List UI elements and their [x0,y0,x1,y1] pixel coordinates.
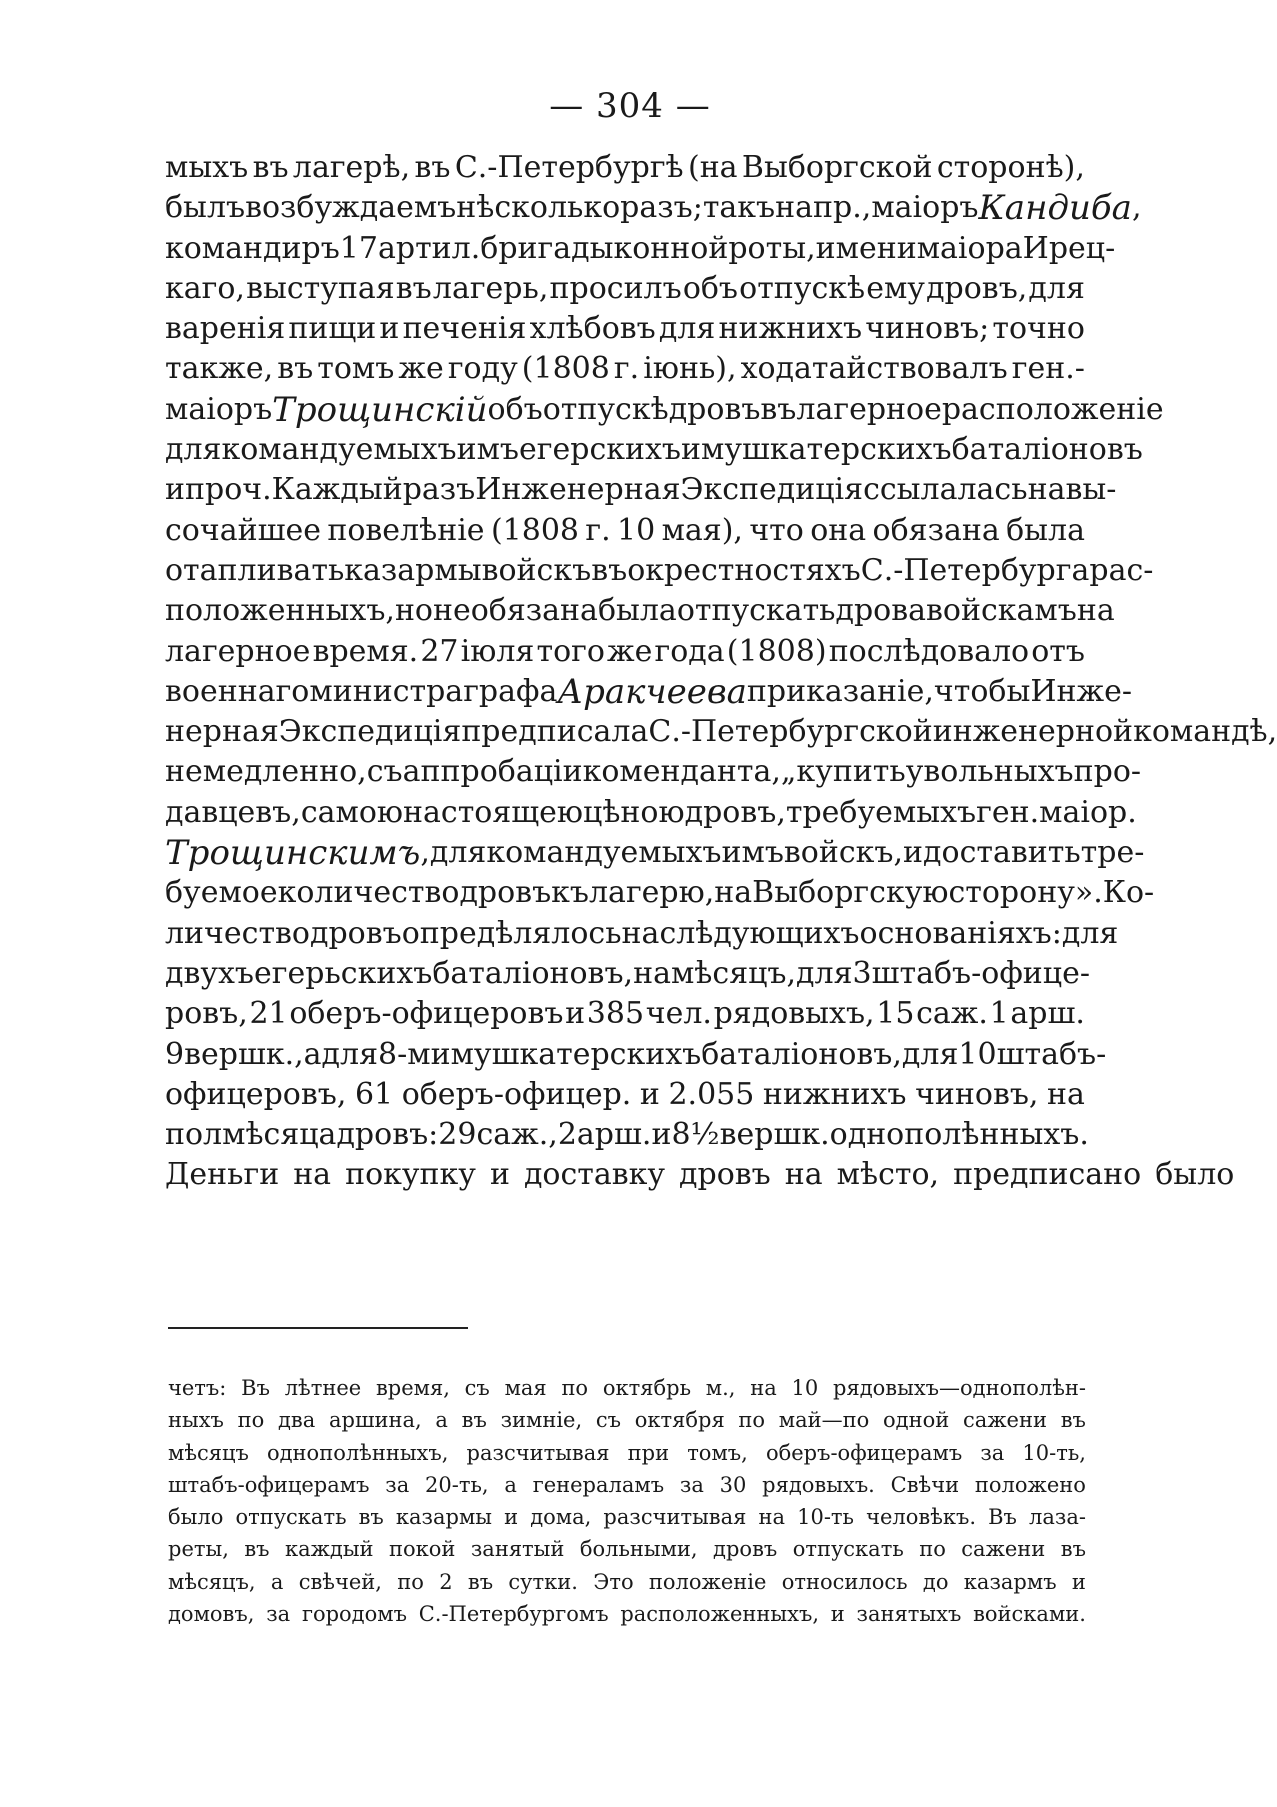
text-line: 9 вершк., а для 8-ми мушкатерскихъ баталіоновъ, для 10 штабъ- [165,1036,1107,1072]
footnote-line: ныхъ по два аршина, а въ зимніе, съ октября по май—по одной сажени въ [168,1408,1086,1433]
text-line: давцевъ, самою настоящею цѣною дровъ, требуемыхъ ген. маіор. [165,794,1137,830]
text-line: для командуемыхъ имъ егерскихъ и мушкатерскихъ баталіоновъ [165,432,1143,468]
text-line: Трощинскимъ , для командуемыхъ имъ войскъ, и доставить тре- [165,833,1145,874]
text-line: каго, выступая въ лагерь, просилъ объ отпускѣ ему дровъ, для [165,270,1085,306]
text-line: маіоръ Трощинскій объ отпускѣ дровъ въ лагерное расположеніе [165,389,1164,430]
footnote-line: мѣсяцъ однополѣнныхъ, разсчитывая при томъ, оберъ-офицерамъ за 10-ть, [168,1440,1086,1465]
text-line: также, въ томъ же году (1808 г. іюнь), ходатайствовалъ ген.- [165,351,1085,387]
footnote [168,1372,1086,1630]
text-line: лагерное время. 27 іюля того же года (1808) послѣдовало отъ [165,633,1085,669]
emphasized-name: Трощинскимъ [165,833,421,874]
footnote-line: домовъ, за городомъ С.-Петербургомъ расположенныхъ, и занятыхъ войсками. [168,1602,1086,1627]
text-line: полмѣсяца дровъ: 29 саж., 2 арш. и 8½ вершк. однополѣнныхъ. [165,1117,1089,1153]
text-line: Деньги на покупку и доставку дровъ на мѣсто, предписано было [165,1157,1235,1193]
text-line: нерная Экспедиція предписала С.-Петербургской инженерной командѣ, [165,714,1277,750]
text-line: немедленно, съ аппробаціи коменданта, „купить у вольныхъ про- [165,754,1142,790]
text-line: личество дровъ опредѣлялось на слѣдующихъ основаніяхъ: для [165,915,1119,951]
page-number: — 304 — [549,86,711,126]
footnote-line: мѣсяцъ, а свѣчей, по 2 въ сутки. Это положеніе относилось до казармъ и [168,1569,1086,1594]
emphasized-name: Аракчеева [557,671,747,712]
text-line: ровъ, 21 оберъ-офицеровъ и 385 чел. рядовыхъ, 15 саж. 1 арш. [165,996,1085,1032]
text-line: мыхъ въ лагерѣ, въ С.-Петербургѣ (на Выборгской сторонѣ), [165,150,1085,185]
emphasized-name: Кандиба [978,188,1132,229]
footnote-line: было отпускать въ казармы и дома, разсчитывая на 10-ть человѣкъ. Въ лаза- [168,1505,1086,1530]
text-line: положенныхъ, но не обязана была отпускать дрова войскамъ на [165,593,1115,629]
footnote-divider [168,1327,468,1329]
text-line: командиръ 17 артил. бригады конной роты, имени маіора Ирец- [165,230,1116,266]
text-line: офицеровъ, 61 оберъ-офицер. и 2.055 нижнихъ чиновъ, на [165,1076,1085,1112]
text-line: двухъ егерьскихъ баталіоновъ, на мѣсяцъ, для 3 штабъ-офице- [165,955,1090,991]
footnote-line: четъ: Въ лѣтнее время, съ мая по октябрь м., на 10 рядовыхъ—однополѣн- [168,1376,1086,1400]
footnote-line: реты, въ каждый покой занятый больными, дровъ отпускать по сажени въ [168,1537,1086,1562]
text-line: отапливать казармы войскъ въ окрестностяхъ С.-Петербурга рас- [165,552,1154,588]
text-line: былъ возбуждаемъ нѣсколько разъ; такъ напр., маіоръ Кандиба , [165,188,1142,229]
text-line: и проч. Каждый разъ Инженерная Экспедиція ссылалась на вы- [165,472,1117,508]
text-line: буемое количество дровъ къ лагерю, на Выборгскую сторону». Ко- [165,875,1155,911]
footnote-line: штабъ-офицерамъ за 20-ть, а генераламъ за 30 рядовыхъ. Свѣчи положено [168,1472,1086,1497]
text-line: военнаго министра графа Аракчеева приказаніе, чтобы Инже- [165,671,1132,712]
text-line: сочайшее повелѣніе (1808 г. 10 мая), что она обязана была [165,512,1085,548]
main-text [165,148,1277,1196]
emphasized-name: Трощинскій [272,389,488,430]
text-line: варенія пищи и печенія хлѣбовъ для нижнихъ чиновъ; точно [165,311,1085,347]
